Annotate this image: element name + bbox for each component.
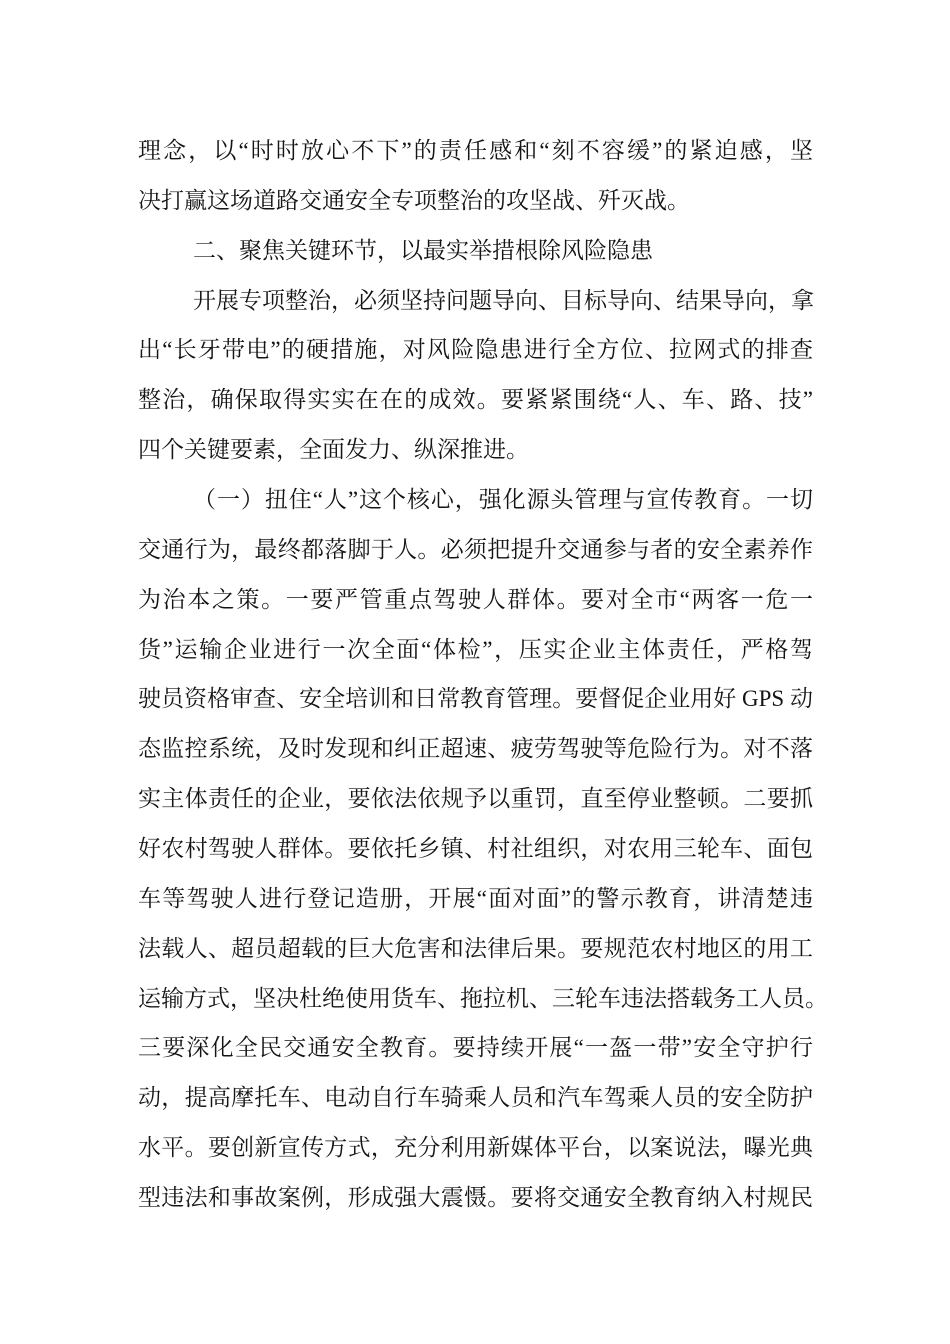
doc-line: 整治，确保取得实实在在的成效。要紧紧围绕“人、车、路、技” — [138, 387, 813, 413]
doc-line: 理念，以“时时放心不下”的责任感和“刻不容缓”的紧迫感，坚 — [138, 138, 813, 163]
doc-line: 车等驾驶人进行登记造册，开展“面对面”的警示教育，讲清楚违 — [138, 885, 813, 911]
section-heading: 二、聚焦关键环节，以最实举措根除风险隐患 — [193, 237, 653, 263]
doc-line: 运输方式，坚决杜绝使用货车、拖拉机、三轮车违法搭载务工人员。 — [138, 985, 828, 1011]
doc-line: 好农村驾驶人群体。要依托乡镇、村社组织，对农用三轮车、面包 — [138, 836, 813, 862]
doc-line: 型违法和事故案例，形成强大震慑。要将交通安全教育纳入村规民 — [138, 1185, 813, 1211]
doc-line: 法载人、超员超载的巨大危害和法律后果。要规范农村地区的用工 — [138, 935, 813, 961]
doc-line: 四个关键要素，全面发力、纵深推进。 — [138, 437, 529, 463]
doc-line: 实主体责任的企业，要依法依规予以重罚，直至停业整顿。二要抓 — [138, 786, 813, 812]
document-body — [138, 126, 828, 1223]
doc-line: 水平。要创新宣传方式，充分利用新媒体平台，以案说法，曝光典 — [138, 1135, 813, 1161]
doc-line: 为治本之策。一要严管重点驾驶人群体。要对全市“两客一危一 — [138, 586, 813, 612]
doc-line: 交通行为，最终都落脚于人。必须把提升交通参与者的安全素养作 — [138, 536, 813, 562]
doc-line: 货”运输企业进行一次全面“体检”，压实企业主体责任，严格驾 — [138, 636, 813, 662]
doc-line: 决打赢这场道路交通安全专项整治的攻坚战、歼灭战。 — [138, 187, 690, 213]
doc-line: 动，提高摩托车、电动自行车骑乘人员和汽车驾乘人员的安全防护 — [138, 1085, 813, 1111]
doc-line: 态监控系统，及时发现和纠正超速、疲劳驾驶等危险行为。对不落 — [138, 736, 813, 762]
doc-line: 驶员资格审查、安全培训和日常教育管理。要督促企业用好 GPS 动 — [138, 686, 813, 712]
doc-line: 出“长牙带电”的硬措施，对风险隐患进行全方位、拉网式的排查 — [138, 337, 813, 363]
doc-line: 开展专项整治，必须坚持问题导向、目标导向、结果导向，拿 — [193, 287, 814, 313]
doc-line: 三要深化全民交通安全教育。要持续开展“一盔一带”安全守护行 — [138, 1035, 813, 1061]
doc-line: （一）扭住“人”这个核心，强化源头管理与宣传教育。一切 — [193, 487, 813, 513]
